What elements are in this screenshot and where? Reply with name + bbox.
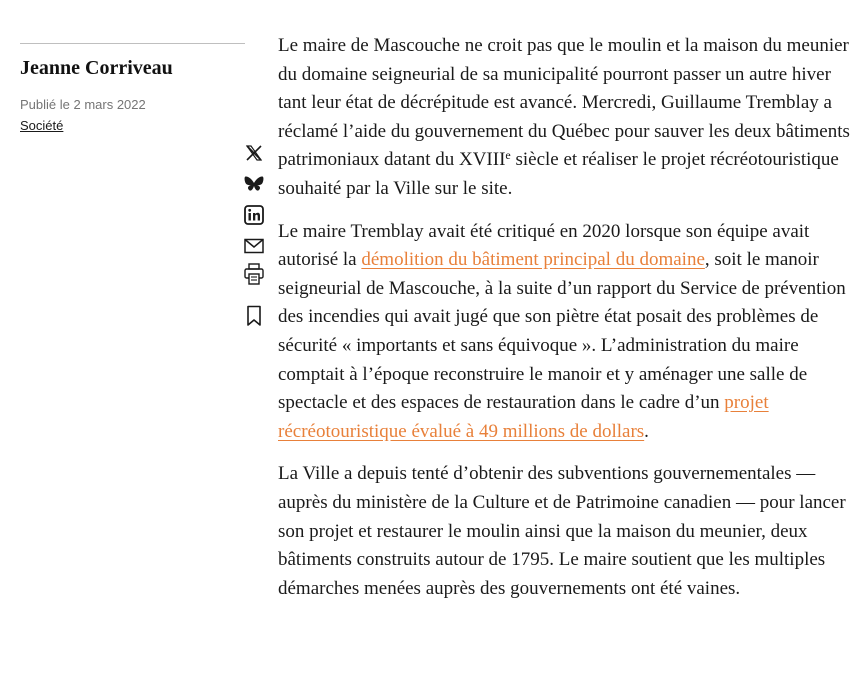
section-link[interactable]: Société xyxy=(20,118,64,133)
sidebar-divider xyxy=(20,43,245,44)
share-x-button[interactable] xyxy=(242,141,266,165)
share-email-button[interactable] xyxy=(242,234,266,258)
paragraph-text: La Ville a depuis tenté d’obtenir des subventions gouvernementales — auprès du ministère de la Culture et de Patrimoine canadien — pour lancer son projet et restaurer le moulin ainsi que la maison du meunier, deux bâtiments construits autour de 1795. Le maire soutient que les multiples démarches menées auprès des gouvernements ont été vaines. xyxy=(278,463,846,599)
print-button[interactable] xyxy=(242,262,266,286)
x-icon xyxy=(245,144,263,162)
share-linkedin-button[interactable] xyxy=(242,203,266,227)
email-icon xyxy=(244,238,264,254)
article-paragraph xyxy=(278,460,850,603)
article-paragraph xyxy=(278,32,850,204)
share-bluesky-button[interactable] xyxy=(242,172,266,196)
project-article-link[interactable]: projet récréotouristique évalué à 49 millions de dollars xyxy=(278,392,769,442)
paragraph-text: . xyxy=(644,420,649,442)
article-paragraph xyxy=(278,218,850,447)
demolition-article-link[interactable]: démolition du bâtiment principal du domaine xyxy=(361,249,705,271)
publish-date: Publié le 2 mars 2022 xyxy=(20,97,146,112)
paragraph-text: Le maire de Mascouche ne croit pas que le moulin et la maison du meunier du domaine seigneurial de sa municipalité pourront passer un autre hiver tant leur état de décrépitude est avancé. Mercredi, Guillaume Tremblay a réclamé l’aide du gouvernement du Québec pour sauver les deux bâtiments patrimoniaux datant du XVIII xyxy=(278,35,850,171)
paragraph-text: siècle et réaliser le projet récréotouristique souhaité par la Ville sur le site. xyxy=(278,149,839,199)
bookmark-icon xyxy=(246,305,262,327)
bookmark-button[interactable] xyxy=(242,304,266,328)
article-body xyxy=(278,32,850,617)
print-icon xyxy=(244,263,264,285)
superscript: e xyxy=(505,148,511,163)
paragraph-text: Le maire Tremblay avait été critiqué en 2020 lorsque son équipe avait autorisé la xyxy=(278,220,810,271)
linkedin-icon xyxy=(244,205,264,225)
author-name[interactable]: Jeanne Corriveau xyxy=(20,57,173,79)
bluesky-icon xyxy=(244,175,264,193)
paragraph-text: , soit le manoir seigneurial de Mascouche, à la suite d’un rapport du Service de prévention des incendies qui avait jugé que son piètre état posait des problèmes de sécurité « importants et sans équivoque ». L’administration du maire comptait à l’époque reconstruire le manoir et y aménager une salle de spectacle et des espaces de restauration dans le cadre d’un xyxy=(278,249,846,414)
